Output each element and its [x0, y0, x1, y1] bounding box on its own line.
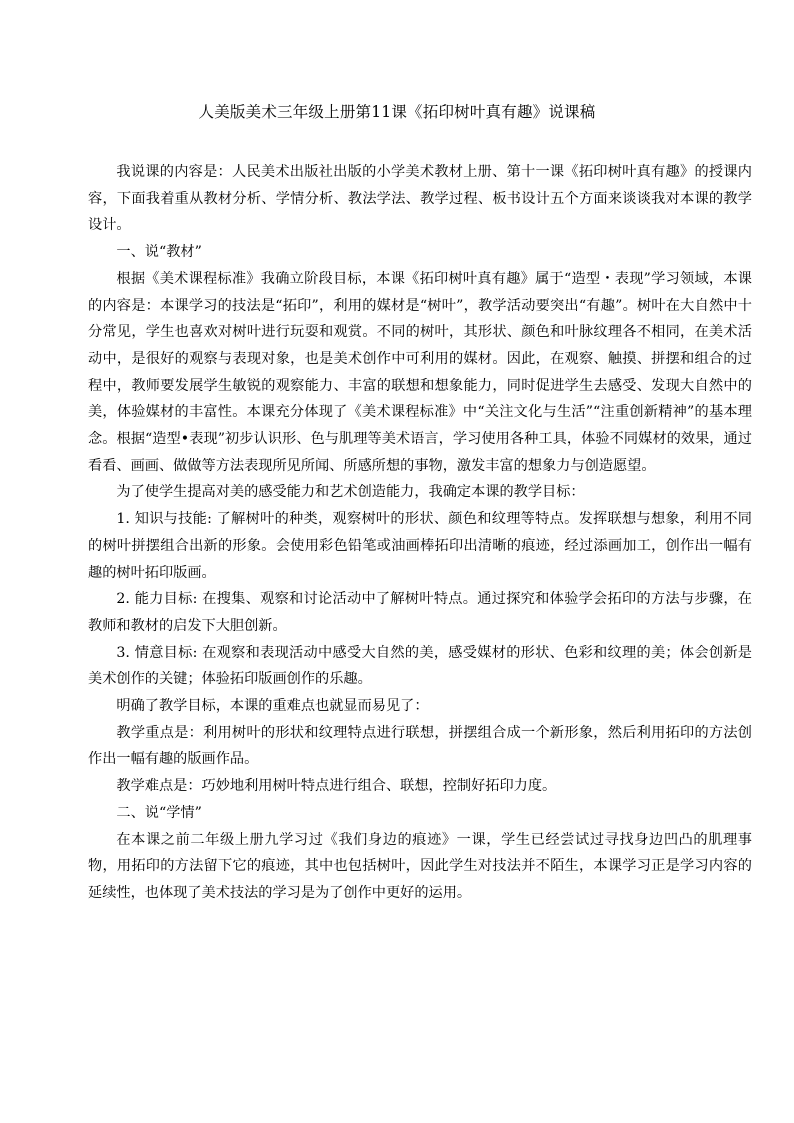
paragraph-student-analysis: 在本课之前二年级上册九学习过《我们身边的痕迹》一课，学生已经尝试过寻找身边凹凸的肌理事物，用拓印的方法留下它的痕迹，其中也包括树叶，因此学生对技法并不陌生，本课学习正是学习内容的延续性，也体现了美术技法的学习是为了创作中更好的运用。 — [88, 831, 752, 901]
goal-item-emotion: 3. 情意目标: 在观察和表现活动中感受大自然的美，感受媒材的形状、色彩和纹理的美；体会创新是美术创作的关键；体验拓印版画创作的乐趣。 — [88, 644, 752, 688]
paragraph-key-points-intro: 明确了教学目标，本课的重难点也就显而易见了： — [116, 698, 429, 715]
document-body — [88, 159, 752, 907]
paragraph-teaching-focus: 教学重点是：利用树叶的形状和纹理特点进行联想，拼摆组合成一个新形象，然后利用拓印的方法创作出一幅有趣的版画作品。 — [88, 724, 752, 768]
goal-item-ability: 2. 能力目标: 在搜集、观察和讨论活动中了解树叶特点。通过探究和体验学会拓印的方法与步骤，在教师和教材的启发下大胆创新。 — [88, 591, 752, 634]
document-title: 人美版美术三年级上册第11课《拓印树叶真有趣》说课稿 — [198, 103, 596, 121]
goal-item-knowledge-skills: 1. 知识与技能: 了解树叶的种类，观察树叶的形状、颜色和纹理等特点。发挥联想与想象，利用不同的树叶拼摆组合出新的形象。会使用彩色铅笔或油画棒拓印出清晰的痕迹，经过添画加工，创作出一幅有趣的树叶拓印版画。 — [88, 511, 752, 581]
paragraph-teaching-goals-intro: 为了使学生提高对美的感受能力和艺术创造能力，我确定本课的教学目标： — [116, 484, 585, 501]
section-heading-students: 二、说“学情” — [116, 804, 202, 821]
section-heading-textbook: 一、说“教材” — [116, 244, 202, 261]
paragraph-intro: 我说课的内容是：人民美术出版社出版的小学美术教材上册、第十一课《拓印树叶真有趣》的授课内容，下面我着重从教材分析、学情分析、教法学法、教学过程、板书设计五个方面来谈谈我对本课的教学设计。 — [88, 164, 752, 234]
paragraph-textbook-analysis: 根据《美术课程标准》我确立阶段目标，本课《拓印树叶真有趣》属于“造型・表现”学习领域，本课的内容是：本课学习的技法是“拓印”，利用的媒材是“树叶”，教学活动要突出“有趣”。树叶在大自然中十分常见，学生也喜欢对树叶进行玩耍和观赏。不同的树叶，其形状、颜色和叶脉纹理各不相同，在美术活动中，是很好的观察与表现对象，也是美术创作中可利用的媒材。因此，在观察、触摸、拼摆和组合的过程中，教师要发展学生敏锐的观察能力、丰富的联想和想象能力，同时促进学生去感受、发现大自然中的美，体验媒材的丰富性。本课充分体现了《美术课程标准》中“关注文化与生活”“注重创新精神”的基本理念。根据“造型•表现”初步认识形、色与肌理等美术语言，学习使用各种工具，体验不同媒材的效果，通过看看、画画、做做等方法表现所见所闻、所感所想的事物，激发丰富的想象力与创造愿望。 — [88, 270, 752, 474]
paragraph-teaching-difficulty: 教学难点是：巧妙地利用树叶特点进行组合、联想，控制好拓印力度。 — [116, 778, 557, 795]
